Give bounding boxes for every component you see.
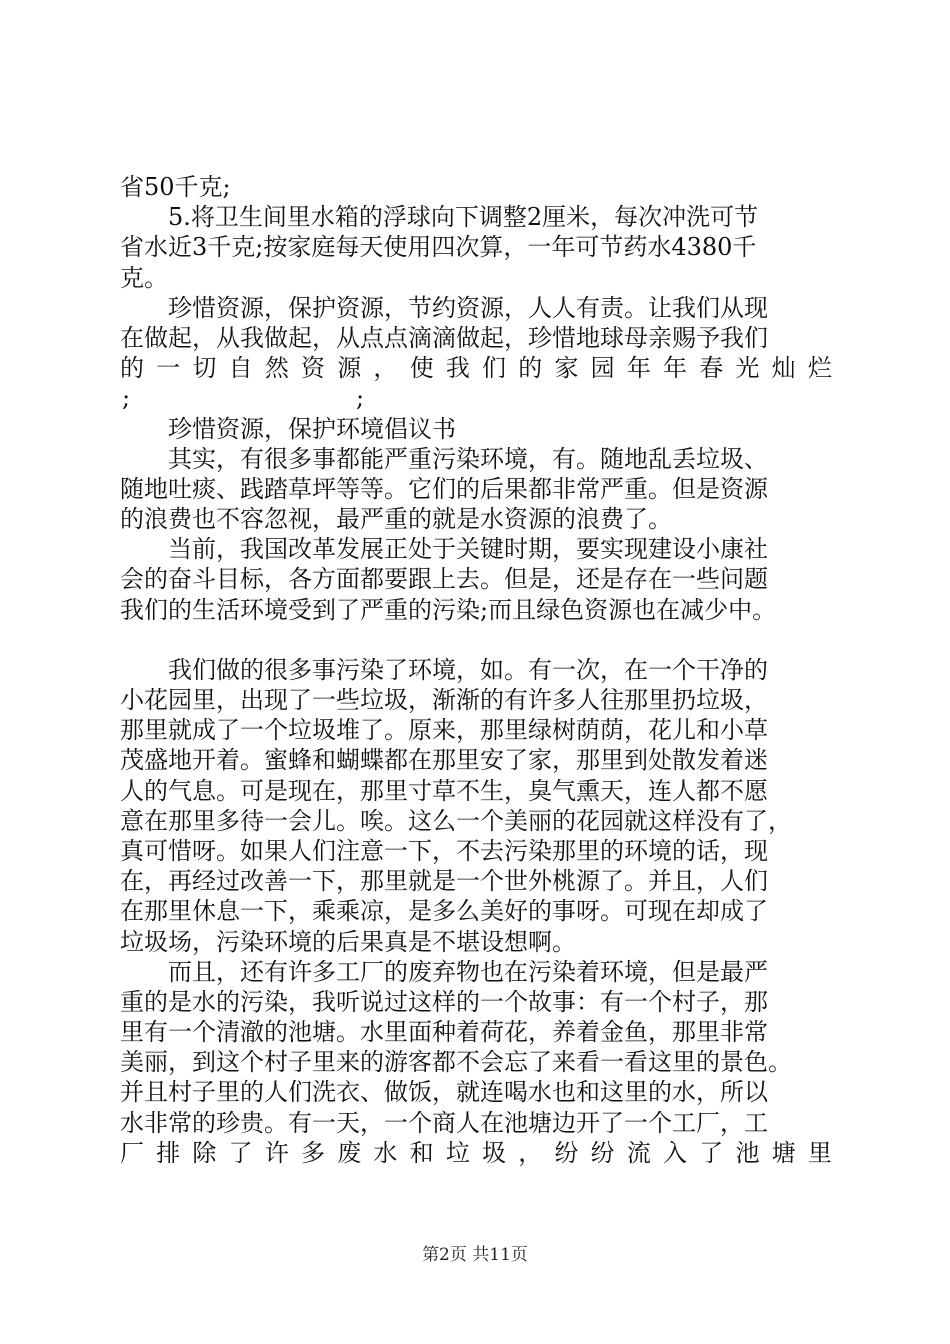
justified-char: 年 (626, 354, 651, 383)
section-title: 珍惜资源，保护环境倡议书 (168, 414, 456, 443)
paragraph-line: 在那里休息一下，乘乘凉，是多么美好的事呀。可现在却成了 (120, 897, 768, 926)
justified-char: 圾 (482, 1138, 507, 1167)
paragraph-line: 珍惜资源，保护资源，节约资源，人人有责。让我们从现 (168, 293, 768, 322)
justified-char: 的 (518, 354, 543, 383)
justified-char: ， (373, 354, 398, 383)
justified-char: 灿 (771, 354, 796, 383)
semicolon-right: ; (356, 384, 365, 413)
justified-char: 园 (590, 354, 615, 383)
justified-line (120, 353, 832, 383)
paragraph-line: 5.将卫生间里水箱的浮球向下调整2厘米，每次冲洗可节 (168, 203, 759, 232)
paragraph-gap (120, 625, 832, 655)
paragraph-line: 人的气息。可是现在，那里寸草不生，臭气熏天，连人都不愿 (120, 776, 768, 805)
justified-char: 然 (264, 354, 289, 383)
justified-char: 的 (120, 354, 144, 383)
justified-char: 废 (337, 1138, 362, 1167)
paragraph-line: 我们的生活环境受到了严重的污染;而且绿色资源也在减少中。 (120, 595, 777, 624)
justified-char: 了 (228, 1138, 253, 1167)
paragraph-line: 的浪费也不容忽视，最严重的就是水资源的浪费了。 (120, 505, 672, 534)
paragraph-line: 垃圾场，污染环境的后果真是不堪设想啊。 (120, 927, 576, 956)
semicolon-left: ; (122, 384, 131, 413)
justified-char: 了 (699, 1138, 724, 1167)
justified-char: 们 (482, 354, 507, 383)
paragraph-line: 省50千克; (120, 173, 231, 201)
justified-char: 资 (301, 354, 326, 383)
paragraph-line: 会的奋斗目标，各方面都要跟上去。但是，还是存在一些问题 (120, 565, 768, 594)
justified-char: 春 (699, 354, 724, 383)
paragraph-line: 在做起，从我做起，从点点滴滴做起，珍惜地球母亲赐予我们 (120, 323, 768, 352)
justified-char: 里 (807, 1138, 832, 1167)
justified-char: 排 (156, 1138, 181, 1167)
justified-char: 自 (228, 354, 253, 383)
paragraph-line: 小花园里，出现了一些垃圾，渐渐的有许多人往那里扔垃圾， (120, 686, 768, 714)
semicolon-line (120, 383, 832, 413)
justified-char: ， (518, 1138, 543, 1167)
justified-char: 我 (445, 354, 470, 383)
justified-char: 塘 (771, 1138, 796, 1167)
paragraph-line: 美丽，到这个村子里来的游客都不会忘了来看一看这里的景色。 (120, 1048, 792, 1077)
justified-char: 池 (735, 1138, 760, 1167)
justified-char: 使 (409, 354, 434, 383)
paragraph-line: 那里就成了一个垃圾堆了。原来，那里绿树荫荫，花儿和小草 (120, 716, 768, 745)
justified-char: 垃 (445, 1138, 470, 1167)
paragraph-line: 随地吐痰、践踏草坪等等。它们的后果都非常严重。但是资源 (120, 474, 768, 503)
justified-char: 光 (735, 354, 760, 383)
justified-char: 年 (663, 354, 688, 383)
paragraph-line: 意在那里多待一会儿。唉。这么一个美丽的花园就这样没有了， (120, 806, 792, 835)
justified-char: 切 (192, 354, 217, 383)
justified-char: 家 (554, 354, 579, 383)
justified-char: 多 (301, 1138, 326, 1167)
justified-char: 厂 (120, 1138, 144, 1167)
paragraph-line: 水非常的珍贵。有一天，一个商人在池塘边开了一个工厂，工 (120, 1108, 768, 1137)
justified-char: 和 (409, 1138, 434, 1167)
justified-char: 纷 (554, 1138, 579, 1167)
paragraph-line: 克。 (120, 263, 168, 292)
justified-char: 烂 (807, 354, 832, 383)
justified-char: 入 (663, 1138, 688, 1167)
justified-char: 一 (156, 354, 181, 383)
justified-char: 流 (626, 1138, 651, 1167)
paragraph-line: 其实，有很多事都能严重污染环境，有。随地乱丢垃圾、 (168, 444, 768, 473)
paragraph-line: 茂盛地开着。蜜蜂和蝴蝶都在那里安了家，那里到处散发着迷 (120, 746, 768, 775)
paragraph-line: 重的是水的污染，我听说过这样的一个故事：有一个村子，那 (120, 987, 768, 1016)
paragraph-line: 省水近3千克;按家庭每天使用四次算，一年可节药水4380千 (120, 233, 757, 262)
paragraph-line: 当前，我国改革发展正处于关键时期，要实现建设小康社 (168, 535, 768, 564)
page-footer: 第2页 共11页 (422, 1245, 528, 1265)
paragraph-line: 在，再经过改善一下，那里就是一个世外桃源了。并且，人们 (120, 867, 768, 896)
justified-char: 许 (264, 1138, 289, 1167)
paragraph-line: 里有一个清澈的池塘。水里面种着荷花，养着金鱼，那里非常 (120, 1018, 768, 1047)
justified-char: 水 (373, 1138, 398, 1167)
justified-char: 源 (337, 354, 362, 383)
document-body (120, 172, 832, 1168)
justified-char: 纷 (590, 1138, 615, 1167)
justified-line (120, 1138, 832, 1168)
justified-char: 除 (192, 1138, 217, 1167)
paragraph-line: 我们做的很多事污染了环境，如。有一次，在一个干净的 (168, 655, 768, 684)
paragraph-line: 并且村子里的人们洗衣、做饭，就连喝水也和这里的水，所以 (120, 1078, 768, 1107)
paragraph-line: 而且，还有许多工厂的废弃物也在污染着环境，但是最严 (168, 957, 768, 986)
paragraph-line: 真可惜呀。如果人们注意一下，不去污染那里的环境的话，现 (120, 836, 768, 865)
